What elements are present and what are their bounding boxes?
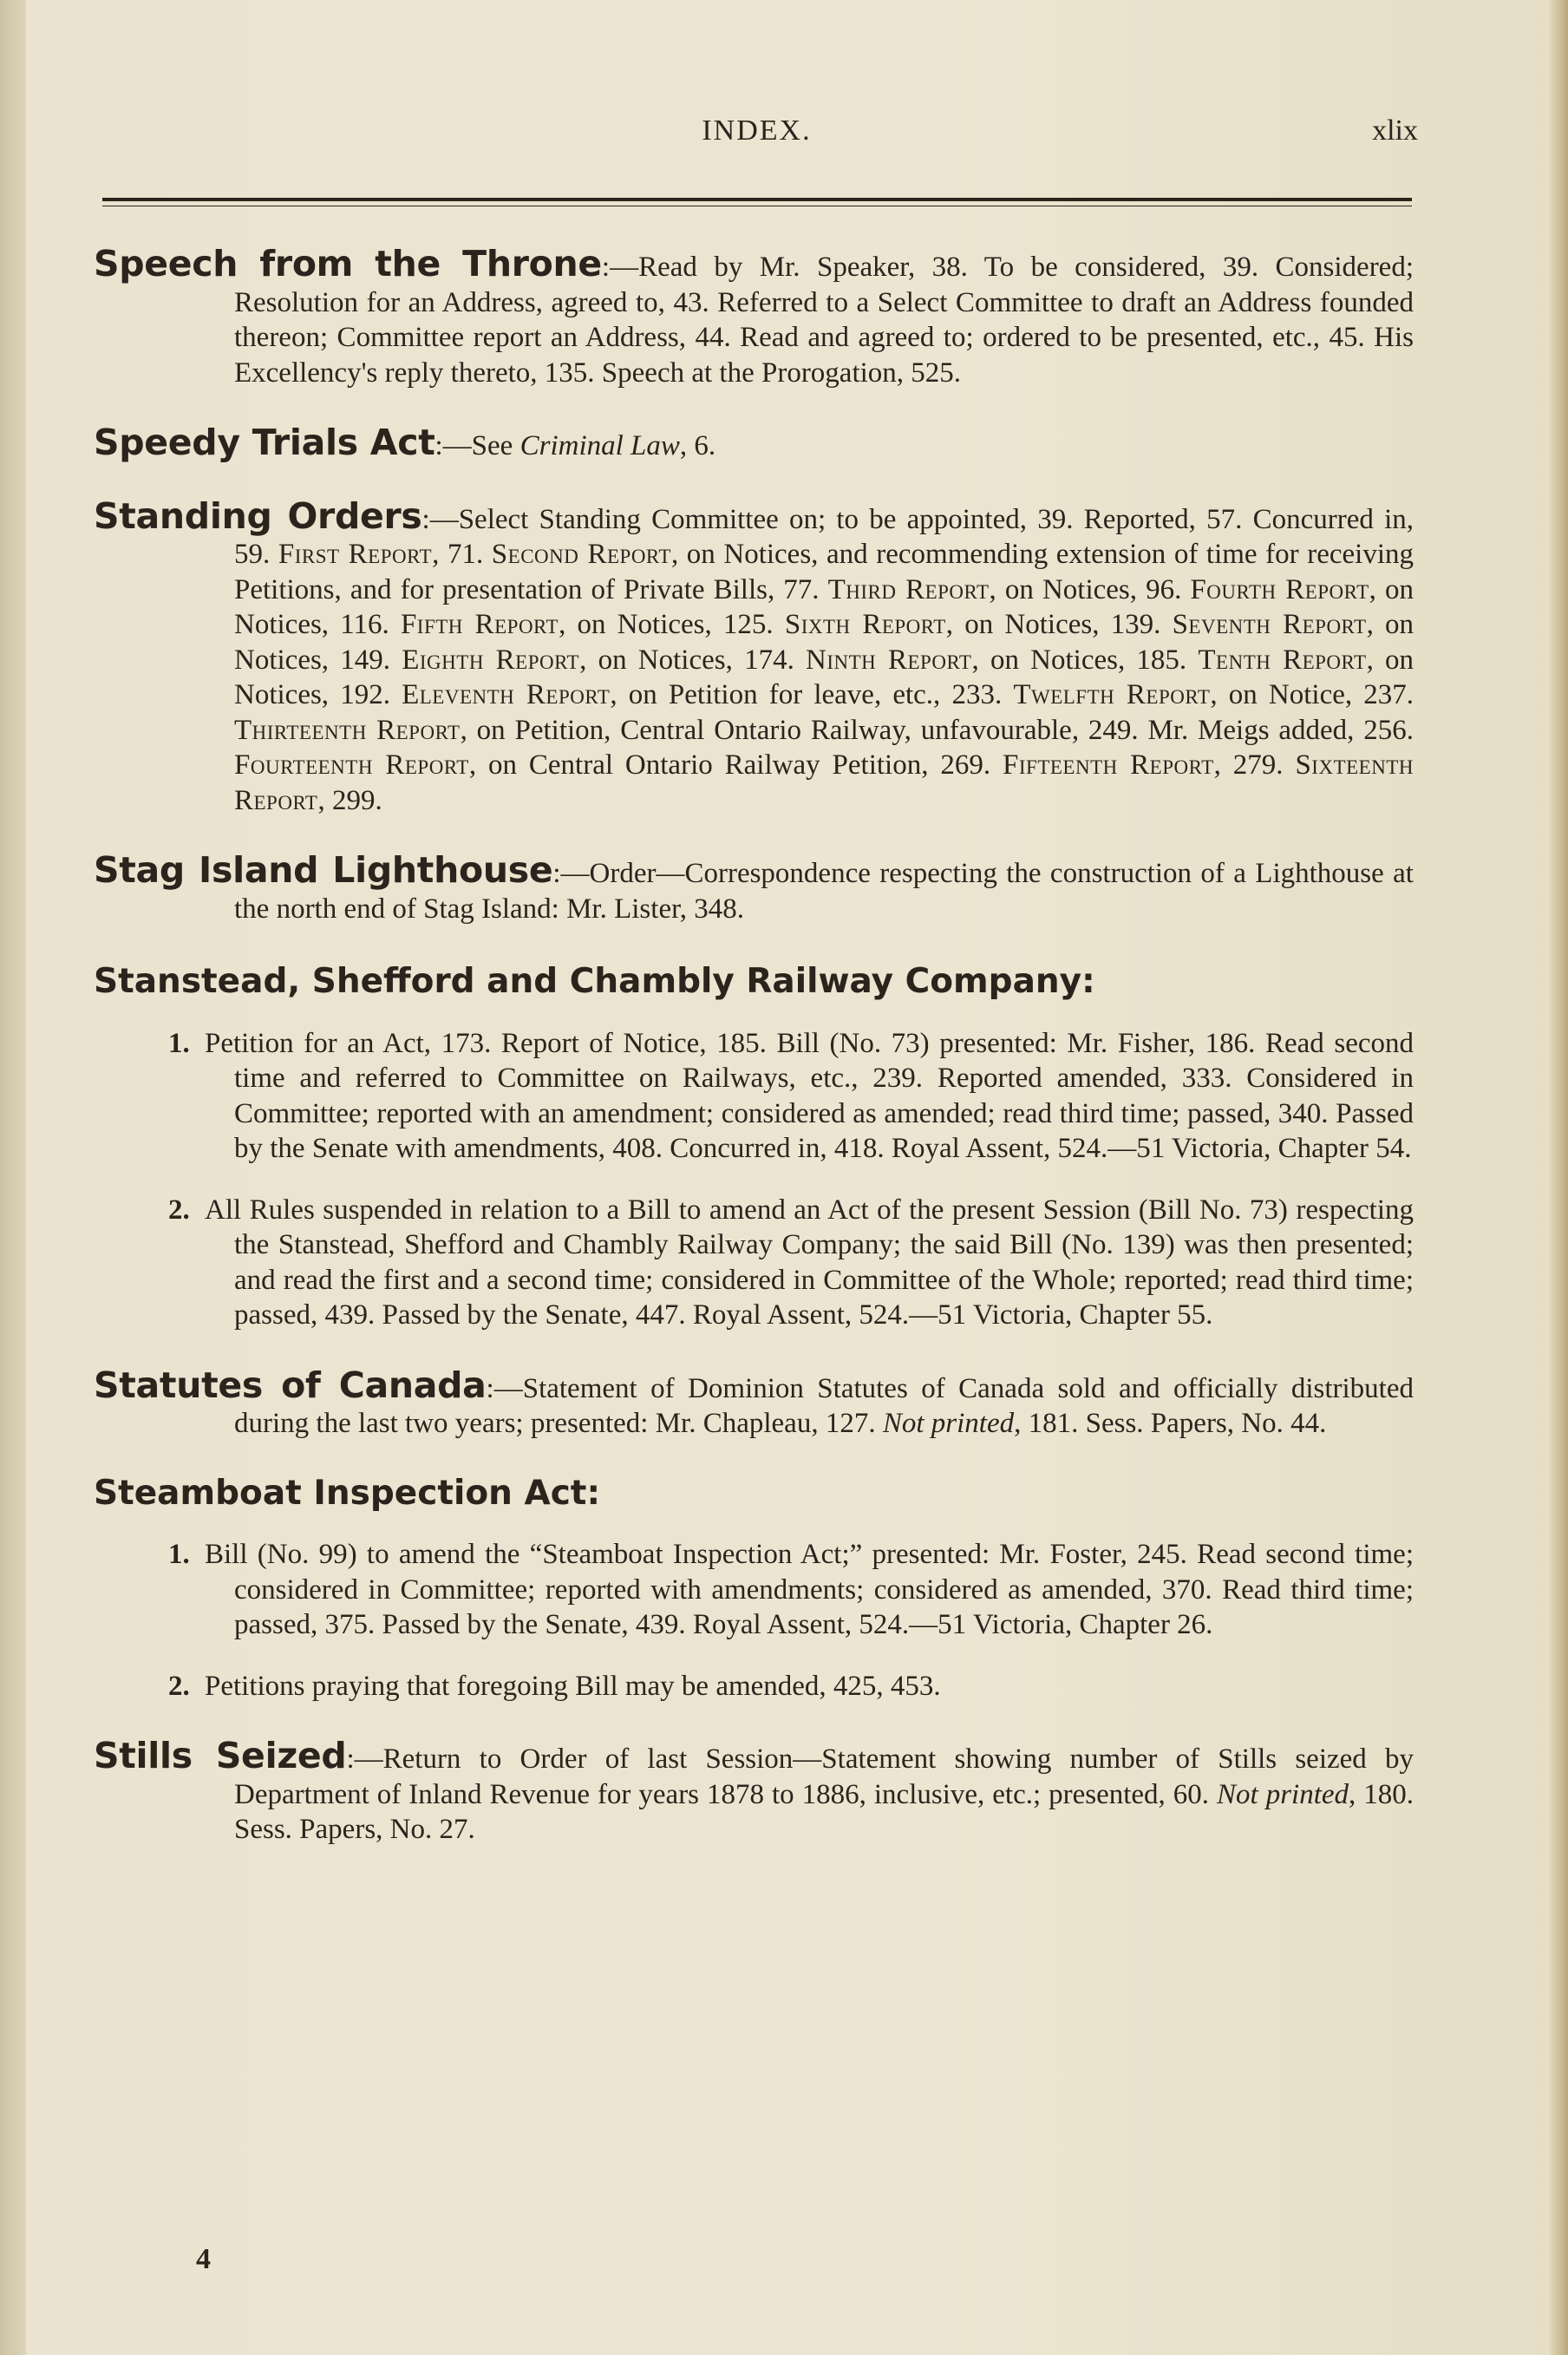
report-label: Twelfth Report bbox=[1013, 679, 1211, 710]
report-label: Ninth Report bbox=[806, 644, 972, 676]
sub-entry-number: 2. bbox=[168, 1194, 190, 1226]
page-number: xlix bbox=[1372, 114, 1418, 147]
entry-text: , on Notices, 116. bbox=[234, 573, 1414, 640]
entry-text: :—Return to Order of last Session—Statement showing number of Stills seized by Department of Inland Revenue for years 1878 to 1886, inclusive, etc.; presented, 60. bbox=[234, 1743, 1414, 1810]
report-label: Tenth Report bbox=[1198, 644, 1367, 676]
report-label: Eleventh Report bbox=[402, 679, 611, 710]
running-title: INDEX. bbox=[702, 114, 812, 147]
entry-speech-from-the-throne bbox=[94, 243, 1414, 390]
entry-text: , on Notices, 174. bbox=[579, 644, 807, 676]
report-label: Thirteenth Report bbox=[234, 714, 461, 746]
sub-entry-text: Petitions praying that foregoing Bill may be amended, 425, 453. bbox=[205, 1670, 941, 1702]
not-printed-note: Not printed bbox=[882, 1408, 1015, 1439]
entry-text: , 279. bbox=[1213, 749, 1296, 781]
entry-heading-steamboat-inspection: Steamboat Inspection Act: bbox=[94, 1473, 601, 1513]
entry-text: , on Notices, 185. bbox=[971, 644, 1199, 676]
sub-entry-number: 1. bbox=[168, 1539, 190, 1570]
sub-entry-number: 1. bbox=[168, 1027, 190, 1059]
entry-text: :—See bbox=[434, 430, 520, 461]
sub-entry bbox=[94, 1193, 1414, 1333]
entry-speedy-trials-act bbox=[94, 422, 1414, 464]
report-label: First Report bbox=[278, 539, 433, 570]
report-label: Fourth Report bbox=[1190, 573, 1369, 605]
entry-text: :—Statement of Dominion Statutes of Canada sold and officially distributed during the last two years; presented: Mr. Chapleau, 127. bbox=[234, 1372, 1414, 1439]
header-rules bbox=[102, 198, 1412, 210]
report-label: Sixth Report bbox=[784, 609, 946, 640]
entry-text: , on Petition for leave, etc., 233. bbox=[610, 679, 1014, 710]
report-label: Second Report bbox=[491, 539, 671, 570]
cross-reference: Criminal Law bbox=[519, 430, 680, 461]
entry-heading: Statutes of Canada bbox=[94, 1364, 487, 1406]
report-label: Fifteenth Report bbox=[1003, 749, 1214, 781]
entry-text: , on Notice, 237. bbox=[1210, 679, 1414, 710]
entry-text: , on Notices, 125. bbox=[559, 609, 785, 640]
page-outer-edge bbox=[1549, 0, 1568, 2355]
entry-heading: Speech from the Throne bbox=[94, 243, 602, 285]
report-label: Seventh Report bbox=[1172, 609, 1367, 640]
entry-text: , on Notices, 149. bbox=[234, 609, 1414, 676]
entry-text: , on Notices, 96. bbox=[989, 573, 1191, 605]
entry-text: , 71. bbox=[432, 539, 492, 570]
index-content bbox=[94, 243, 1414, 1882]
entry-text: , 180. Sess. Papers, No. 27. bbox=[234, 1778, 1414, 1845]
running-header bbox=[95, 114, 1418, 158]
entry-text: :—Read by Mr. Speaker, 38. To be considered, 39. Considered; Resolution for an Address, agreed to, 43. Referred to a Select Committee to draft an Address founded thereon; Committee report an Address, 44. Read and agreed to; ordered to be presented, etc., 45. His Excellency's reply thereto, 135. Speech at the Prorogation, 525. bbox=[234, 252, 1414, 389]
entry-heading-stanstead-railway: Stanstead, Shefford and Chambly Railway Company: bbox=[94, 962, 1095, 1001]
report-label: Fourteenth Report bbox=[234, 749, 469, 781]
entry-statutes-of-canada bbox=[94, 1364, 1414, 1442]
page-binding-edge bbox=[0, 0, 26, 2355]
sub-entry-text: Petition for an Act, 173. Report of Notice, 185. Bill (No. 73) presented: Mr. Fisher, 186. Read second time and referred to Committee on Railways, etc., 239. Reported amended, 333. Considered in Committee; reported with an amendment; considered as amended; read third time; passed, 340. Passed by the Senate with amendments, 408. Concurred in, 418. Royal Assent, 524.—51 Victoria, Chapter 54. bbox=[205, 1027, 1414, 1164]
entry-stag-island-lighthouse bbox=[94, 849, 1414, 926]
entry-text: :—Order—Correspondence respecting the construction of a Lighthouse at the north end of Stag Island: Mr. Lister, 348. bbox=[234, 858, 1414, 925]
sub-entry-number: 2. bbox=[168, 1670, 190, 1702]
report-label: Fifth Report bbox=[400, 609, 559, 640]
not-printed-note: Not printed bbox=[1217, 1778, 1349, 1810]
report-label: Eighth Report bbox=[402, 644, 580, 676]
entry-heading: Speedy Trials Act bbox=[94, 422, 435, 463]
entry-text: , on Notices, 139. bbox=[945, 609, 1173, 640]
header-rule-thick bbox=[102, 198, 1412, 201]
entry-heading: Standing Orders bbox=[94, 494, 422, 537]
entry-text: , on Notices, 192. bbox=[234, 644, 1414, 710]
report-label: Sixteenth Report bbox=[234, 749, 1414, 816]
sub-entry bbox=[94, 1669, 1414, 1704]
entry-heading: Stag Island Lighthouse bbox=[94, 849, 553, 891]
entry-text: , on Central Ontario Railway Petition, 269. bbox=[468, 749, 1003, 781]
entry-standing-orders bbox=[94, 494, 1414, 819]
entry-text: , 181. Sess. Papers, No. 44. bbox=[1014, 1408, 1327, 1439]
entry-text: :—Select Standing Committee on; to be appointed, 39. Reported, 57. Concurred in, 59. bbox=[234, 503, 1414, 570]
entry-stills-seized bbox=[94, 1735, 1414, 1848]
entry-heading: Stills Seized bbox=[94, 1735, 347, 1776]
sub-entry-text: All Rules suspended in relation to a Bill to amend an Act of the present Session (Bill No. 73) respecting the Stanstead, Shefford and Chambly Railway Company; the said Bill (No. 139) was then presented; and read the first and a second time; considered in Committee of the Whole; reported; read third time; passed, 439. Passed by the Senate, 447. Royal Assent, 524.—51 Victoria, Chapter 55. bbox=[205, 1194, 1414, 1331]
sub-entry bbox=[94, 1026, 1414, 1167]
signature-mark: 4 bbox=[196, 2243, 211, 2275]
sub-entry-text: Bill (No. 99) to amend the “Steamboat Inspection Act;” presented: Mr. Foster, 245. Read second time; considered in Committee; reported with amendments; considered as amended, 370. Read third time; passed, 375. Passed by the Senate, 439. Royal Assent, 524.—51 Victoria, Chapter 26. bbox=[205, 1539, 1414, 1640]
entry-text: , on Notices, and recommending extension of time for receiving Petitions, and for presentation of Private Bills, 77. bbox=[234, 539, 1414, 605]
sub-entry bbox=[94, 1537, 1414, 1643]
entry-text: , on Petition, Central Ontario Railway, unfavourable, 249. Mr. Meigs added, 256. bbox=[460, 714, 1414, 746]
entry-text: , 6. bbox=[679, 430, 716, 461]
report-label: Third Report bbox=[827, 573, 990, 605]
entry-text: , 299. bbox=[317, 784, 382, 816]
